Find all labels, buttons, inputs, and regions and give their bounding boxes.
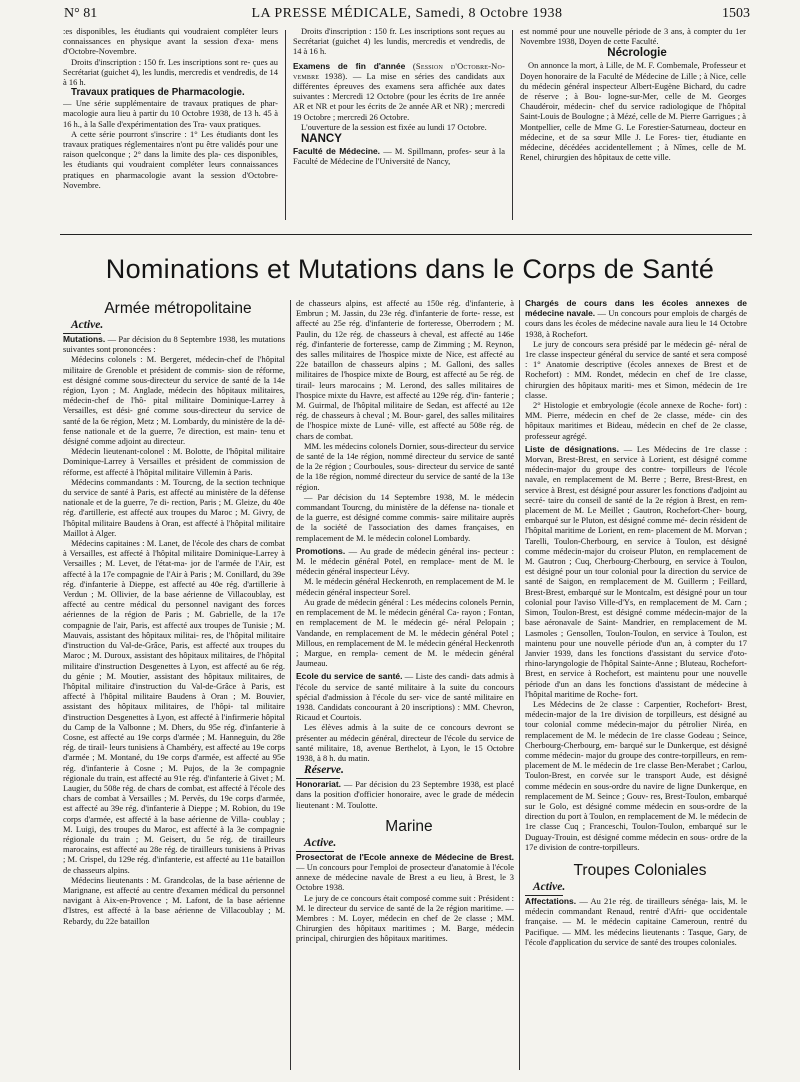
subsection-title: Active.: [63, 318, 101, 334]
paragraph: est nommé pour une nouvelle période de 3 ans, à compter du 1er Novembre 1938, Doyen de cette Faculté.: [520, 26, 746, 47]
page-number: 1503: [722, 6, 750, 21]
paragraph: Médecins lieutenants : M. Grandcolas, de la base aérienne de Marignane, est affecté au centre d'examen médical du personnel navigant à Aix-en-Provence ; M. Lafont, de la base aérienne d'Istres, est affecté à la base aérienne de Villacoublay ; M. Rebardy, du 22e bataillon: [63, 874, 285, 926]
section-heading: Mutations.: [63, 334, 106, 344]
section-title: Troupes Coloniales: [573, 861, 707, 879]
paragraph: de chasseurs alpins, est affecté au 150e rég. d'infanterie, à Embrun ; M. Jassin, du 23e rég. d'infanterie de forte- resse, est affecté au 25e rég. d'infanterie de forteresse, Oberrodern ; M. Paulin, du 12e rég. de chasseurs à cheval, est affecté au 146e rég. d'infanterie de forteresse, camp de Zimming ; M. Reynon, des salles militaires de l'hospice mixte de Nice, est affecté au 22e bataillon de chasseurs alpins ; M. Galloni, des salles militaires de l'hospice mixte de Bourg, est affecté au 5e rég. de tirail- leurs marocains ; M. Lerond, des salles militaires de l'hospice mixte du Havre, est affecté au 129e rég. d'in- fanterie ; M. Guirmal, de l'hôpital militaire de Sedan, est affecté au 12e rég. de chasseurs à cheval ; M. Bour- garel, des salles militaires de l'hospice mixte de Luné- ville, est affecté au 508e rég. de chars de combat.: [296, 298, 514, 441]
column-divider: [519, 300, 520, 1070]
paragraph: 2° Histologie et embryologie (école annexe de Roche- fort) : MM. Pierre, médecin en chef de 2e classe, méde- cin des hôpitaux maritimes et Bideau, médecin en chef de 2e classe, professeur agrégé.: [525, 400, 747, 441]
section-heading: Honorariat.: [296, 779, 342, 790]
paragraph: Médecins capitaines : M. Lanet, de l'école des chars de combat à Versailles, est affecté à l'hôpital militaire Dominique-Larrey à Versailles ; M. Levet, de l'état-ma- jor de l'armée de l'Air, est affecté à la 17e compagnie de l'Air à Paris ; M. Conillard, du 39e rég. d'infanterie à Dieppe, est affecté au 40e rég. d'artillerie à Verdun ; M. Ollivier, de la base aérienne de Villacoublay, est affecté au centre médical du personnel navigant des forces aériennes de la région de Paris ; M. Gabrielle, de la 17e compagnie de l'air, Paris, est affecté aux troupes de Tunisie ; M. Mauvais, assistant des hôpitaux militai- res, de l'hôpital militaire d'instruction du Val-de-Grâce, Paris, est affecté aux troupes du Maroc ; M. Duroux, assistant des hôpitaux militaires, de l'hôpital militaire d'instruction Desgenettes à Lyon, est affecté au 6e rég. du génie ; M. Moutier, assistant des hôpitaux militaires, de l'hôpital militaire d'instruction du Val-de-Grâce à Paris, est affecté à l'hôpital militaire Baudens à Oran ; M. Bouvier, assistant des hôpitaux militaires, de l'hôpi- tal militaire d'instruction Desgenettes à Lyon, est affecté à l'infirmerie hôpital du Camp de la Valbonne ; M. Dhers, du 95e rég. d'infanterie à Cosne, est affecté au 19e corps d'armée ; M. Hanneguin, du 28e rég. de tirail- leurs tunisiens à Chambéry, est affecté au 19e corps d'armée ; M. Montané, du 19e corps d'armée, est affecté au 95e rég. d'infanterie à Cosne ; M. Pujos, de la 3e compagnie régionale du train, est affecté au 91e rég. d'infanterie à Givet ; M. Laugier, du 508e rég. de chars de combat, est affecté à l'école des chars de combat à Versailles ; M. Pervès, du 19e corps d'armée, est affecté au 39e rég. d'infanterie à Dieppe ; M. Robion, du 19e corps d'armée, est affecté à la base aérienne de Villa- coublay ; M. Luigi, des troupes du Maroc, est affecté à la 3e compagnie régionale du train ; M. Geisert, du 5e rég. de tirailleurs marocains, est affecté au 28e rég. de tirailleurs tunisiens à Privas ; M. Crispel, du 129e rég. d'infanterie, est affecté au 11e bataillon de chasseurs alpins.: [63, 538, 285, 875]
section-heading: Faculté de Médecine.: [293, 146, 381, 157]
paragraph: — Par décision du 23 Septembre 1938, est placé dans la position d'officier honoraire, avec le grade de médecin lieutenant : M. Toulotte.: [296, 779, 514, 810]
subsection-title: Réserve.: [296, 763, 340, 779]
column-divider: [290, 300, 291, 1070]
paragraph: :es disponibles, les étudiants qui voudraient compléter leurs connaissances en physique avant la session d'exa- mens d'Octobre-Novembre.: [63, 26, 278, 57]
paragraph: Droits d'inscription : 150 fr. Les inscriptions sont re- çues au Secrétariat (guichet 4), les lundis, mercredis et vendredis, de 14 à 16 h.: [63, 56, 278, 88]
column-divider: [512, 30, 513, 220]
top-column-2: [293, 26, 505, 226]
paragraph: — Les Médecins de 1re classe : Morvan, Brest-Brest, en service à Lorient, est désigné comme médecin-major du groupe des contre- torpilleurs de l'école navale, en remplacement de M. Berre ; Berre, Brest-Brest, en service à Brest, est désigné pour assurer les fonctions d'adjoint au secré- taire du conseil de santé de la 2e région à Brest, en rem- placement de M. Le Meillet ; Gautron, Rochefort-Cher- bourg, embarqué sur le Pluton, est désigné comme mé- decin résident de l'hôpital maritime de Lorient, en rem- placement de M. Morvan ; Tarelli, Toulon-Cherbourg, en service à Toulon, est désigné comme médecin-major du croiseur Pluton, en remplacement de M. Gautron ; Cuq, Cherbourg-Cherbourg, en service à Toulon, est désigné pour un tour colonial pour la direction du service de santé de Saigon, en remplacement de M. Guillerm ; Feillard, Brest-Brest, embarqué sur le Montcalm, est désigné pour un tour colonial pour l'aviso Ville-d'Ys, en remplacement de M. Carn ; Simon, Toulon-Brest, est désigné comme médecin-major de la base aéronavale de Saint- Mandrier, en remplacement de M. Lasmoles ; Gensollen, Toulon-Toulon, en service à Toulon, est maintenu pour une nouvelle période d'un an, à compter du 17 Janvier 1939, dans les fonctions d'assistant du service d'oto- rhino-laryngologie de l'hôpital Sainte-Anne ; Bluteau, Rochefort-Brest, en service à Rochefort, est maintenu pour une nouvelle période d'un an dans les fonctions d'assistant de médecine à l'hôpital maritime de Roche- fort.: [525, 443, 747, 699]
main-column-3: [525, 298, 747, 1075]
paragraph: — Un concours pour emplois de chargés de cours dans les écoles de médecine navale aura lieu le 14 Octobre 1938, à Rochefort.: [525, 308, 747, 339]
paragraph: Médecins colonels : M. Bergeret, médecin-chef de l'hôpital militaire de Grenoble et président de commis- sion de réforme, est désigné comme sous-directeur du service de santé de la 14e région, Lyon ; M. Anglade, médecin des hôpitaux militaires, médecin-chef de l'hô- pital militaire Dominique-Larrey à Versailles, est dési- gné comme sous-directeur du service de santé de la 6e région, Metz ; M. Lombardy, du ministère de la dé- fense nationale et de la guerre, 7e direction, est main- tenu et désigné comme adjoint au directeur.: [63, 354, 285, 447]
paragraph: — Au grade de médecin général ins- pecteur : M. le médecin général Potel, en remplace- ment de M. le médecin général inspecteur Lévy.: [296, 545, 514, 577]
section-heading: Travaux pratiques de Pharmacologie.: [71, 87, 245, 99]
paragraph: — Un concours pour l'emploi de prosecteur d'anatomie à l'école annexe de médecine navale de Brest a eu lieu, à Brest, le 3 Octobre 1938.: [296, 861, 514, 893]
paragraph: — Au 21e rég. de tirailleurs sénéga- lais, M. le médecin commandant Renaud, rentré d'Afri- que occidentale française. — M. le médecin capitaine Cameroun, rentré du Pacifique. — MM. les médecins lieutenants : Tasque, Gary, de l'école d'application du service de santé des troupes coloniales.: [525, 895, 747, 947]
column-divider: [285, 30, 286, 220]
paragraph: — M. Spillmann, profes- seur à la Faculté de Médecine de l'Université de Nancy,: [293, 146, 505, 167]
paragraph: M. le médecin général Heckenroth, en remplacement de M. le médecin général inspecteur Sorel.: [296, 576, 514, 597]
section-heading: Ecole du service de santé.: [296, 671, 403, 682]
section-heading: Promotions.: [296, 545, 346, 556]
section-title: Armée métropolitaine: [104, 300, 252, 317]
paragraph: Médecin lieutenant-colonel : M. Bolotte, de l'hôpital militaire Dominique-Larrey à Versailles et président de commission de réforme, est affecté à l'hôpital militaire Villemin à Paris.: [63, 446, 285, 477]
paragraph: — Une série supplémentaire de travaux pratiques de phar- macologie aura lieu à partir du 10 Octobre 1938, de 13 h. 45 à 16 h., à la Salle d'expérimentation des Tra- vaux pratiques.: [63, 98, 278, 129]
paragraph: MM. les médecins colonels Dornier, sous-directeur du service de santé de la 14e région, nommé directeur du service de santé de la 2e région ; Courboules, sous- directeur du service de santé de la 18e région, nommé directeur du service de santé de la 13e région.: [296, 440, 514, 492]
top-column-3: [520, 26, 746, 226]
paragraph: Les Médecins de 2e classe : Carpentier, Rochefort- Brest, médecin-major de la 1re division de torpilleurs, est désigné au tour colonial comme médecin-major du pétrolier Niréa, en remplacement de M. le médecin de 1re classe Godeau ; Seince, Cherbourg-Cherbourg, em- barqué sur le Dunkerque, est désigné comme médecin- major du groupe des contre-torpilleurs, en rem- placement de M. le médecin de 1re classe Ben-Merabet ; Carlou, Toulon-Brest, en corvée sur le transport Aude, est désigné comme médecin en sous-ordre du navire de ligne Dunkerque, en remplacement de M. Seince ; Gouv- res, Brest-Toulon, embarqué sur le Golo, est désigné comme médecin en sous-ordre de la direction du port à Toulon, en remplacement de M. le médecin de 1re classe Cuq ; Franceschi, Toulon-Toulon, embarqué sur le Duguay-Trouin, est désigné comme médecin en sous- ordre de la 17e division de contre-torpilleurs.: [525, 698, 747, 852]
main-title: Nominations et Mutations dans le Corps de Santé: [105, 254, 715, 284]
paragraph: — Par décision du 14 Septembre 1938, M. le médecin commandant Tourcng, du ministère de la défense na- tionale et de la guerre, est désigné comme commis- saire militaire auprès de la société de l'association des dames françaises, en remplacement de M. le médecin colonel Lombardy.: [296, 491, 514, 543]
paragraph: Droits d'inscription : 150 fr. Les inscriptions sont reçues au Secrétariat (guichet 4) les lundis, mercredis et vendredis, de 14 à 16 h.: [293, 26, 505, 57]
section-heading: Examens de fin d'année: [293, 60, 406, 71]
section-heading: Liste de désignations.: [525, 443, 619, 454]
section-title: Marine: [385, 817, 433, 835]
section-heading: Prosectorat de l'Ecole annexe de Médecine de Brest.: [296, 851, 514, 862]
paragraph: — La mise en séries des candidats aux différentes épreuves des examens sera affichée aux dates suivantes : Mercredi 12 Octobre (pour les écrits de 1re année AR et NR et pour les écrits de 2e année AR et NR) ; mercredi 19 Octobre ; mercredi 26 Octobre.: [293, 70, 505, 122]
section-heading: Affectations.: [525, 895, 577, 906]
paragraph: Les élèves admis à la suite de ce concours devront se présenter au médecin général, directeur de l'école du service de santé militaire, 18, avenue Berthelot, à Lyon, le 15 Octobre 1938, à 8 h. du matin.: [296, 722, 514, 763]
subsection-title: Active.: [525, 880, 563, 896]
paragraph: Médecins commandants : M. Tourcng, de la section technique du service de santé à Paris, est affecté au ministère de la défense nationale et de la guerre, 7e di- rection, Paris ; M. Gleize, du 40e rég. d'artillerie, est affecté aux troupes du Maroc ; M. Givry, de l'hôpital militaire Baudens à Oran, est affecté à l'hôpital militaire Maillot à Alger.: [63, 476, 285, 538]
paragraph: A cette série pourront s'inscrire : 1° Les étudiants dont les travaux pratiques réglementaires n'ont pu être validés pour une raison quelconque ; 2° dans la limite des pla- ces disponibles, les étudiants qui voudraient compléter leurs connaissances pratiques en pharmacologie avant la session d'Octobre-Novembre.: [63, 128, 278, 190]
page-header: [64, 6, 750, 26]
paragraph: On annonce la mort, à Lille, de M. F. Combemale, Professeur et Doyen honoraire de la Faculté de Médecine de Lille ; à Nice, celle du médecin général inspecteur Albert-Eugène Bichard, du cadre de réserve ; à Bou- logne-sur-Mer, celle de M. Georges Chaudéroir, médecin- chef du service radiologique de l'hôpital Saint-Louis de Boulogne ; à Mézé, celle de M. Pierre Garrigues ; à Montpellier, celle de Mme G. Le Forestier-Saturneau, docteur en médecine, et de sa sœur Mlle J. Le Fores- tier, étudiante en médecine, décédées accidentellement ; à Nîmes, celle de M. Renel, chirurgien des hôpitaux de cette ville.: [520, 60, 746, 163]
city-heading: NANCY: [301, 133, 342, 146]
main-column-1: [63, 300, 285, 1075]
subsection-title: Active.: [296, 836, 334, 852]
paragraph: — Par décision du 8 Septembre 1938, les mutations suivantes sont prononcées :: [63, 334, 285, 355]
paragraph: L'ouverture de la session est fixée au lundi 17 Octobre.: [301, 121, 487, 132]
paragraph: Au grade de médecin général : Les médecins colonels Pernin, en remplacement de M. le médecin général Ca- rayon ; Fontan, en remplacement de M. le médecin gé- néral Pelopain ; Vandande, en remplacement de M. le médecin général Potel ; Millous, en remplacement de M. le médecin général Heckenroth ; Margue, en rempla- cement de M. le médecin général Jaumeau.: [296, 596, 514, 669]
top-column-1: [63, 26, 278, 226]
section-heading: Chargés de cours dans les écoles annexes de médecine navale.: [525, 298, 747, 319]
paragraph: Le jury de ce concours était composé comme suit : Président : M. le directeur du service de santé de la 2e région maritime. — Membres : M. Loyer, médecin en chef de 2e classe ; MM. Chirurgien des hôpitaux maritimes ; M. Barge, médecin principal, chirurgien des hôpitaux maritimes.: [296, 892, 514, 944]
paragraph: Le jury de concours sera présidé par le médecin gé- néral de 1re classe inspecteur général du service de santé et sera composé : 1° Anatomie descriptive (écoles annexes de Brest et de Rochefort) : MM. Rondet, médecin en chef de 1re classe, chirurgien des hôpitaux mariti- mes et Simon, médecin de 1re classe.: [525, 338, 747, 400]
necrology-heading: Nécrologie: [607, 47, 667, 60]
paragraph: — Liste des candi- dats admis à l'école du service de santé militaire à la suite du concours spécial d'admission à l'école du ser- vice de santé militaire en 1938. Candidats concourant à 20 inscriptions) : MM. Chevron, Ricaud et Courtois.: [296, 671, 514, 723]
newspaper-title: LA PRESSE MÉDICALE, Samedi, 8 Octobre 1938: [251, 6, 563, 21]
issue-number: N° 81: [64, 6, 98, 21]
session-label: (Session d'Octobre-No- vembre 1938).: [293, 60, 505, 81]
section-rule: [60, 234, 752, 235]
main-column-2: [296, 298, 514, 1075]
